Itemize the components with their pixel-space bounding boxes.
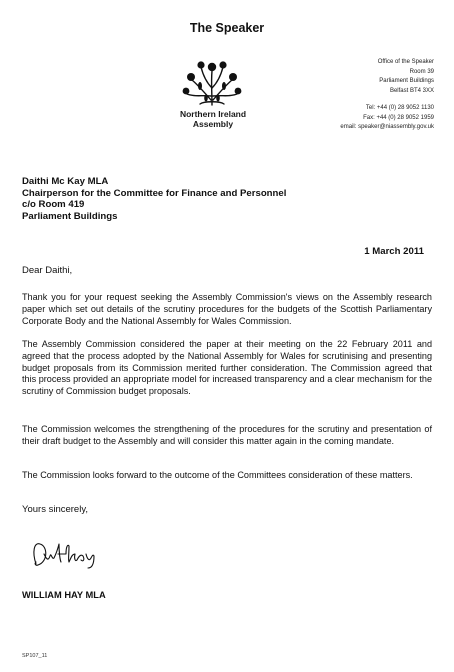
office-address xyxy=(378,58,434,96)
office-line: Belfast BT4 3XX xyxy=(389,87,434,94)
fax: Fax: +44 (0) 28 9052 1959 xyxy=(363,114,434,121)
assembly-name-line2: Assembly xyxy=(192,118,234,129)
letter-date: 1 March 2011 xyxy=(364,246,424,257)
document-reference: SP107_11 xyxy=(22,653,48,659)
office-line: Office of the Speaker xyxy=(377,59,434,65)
body-paragraph: Thank you for your request seeking the Assembly Commission's views on the Assembly research paper which set out details of the scrutiny procedures for the budgets of the Scottish Parliamentary Corporate Body and the National Assembly for Wales Commission. xyxy=(22,292,432,326)
assembly-name-line1: Northern Ireland xyxy=(179,109,247,119)
recipient-title: Chairperson for the Committee for Finance and Personnel xyxy=(22,187,287,199)
body-paragraph: The Commission welcomes the strengthening of the procedures for the scrutiny and presentation of their draft budget to the Assembly and will consider this matter again in the coming mandate. xyxy=(22,424,432,446)
recipient-name: Daithi Mc Kay MLA xyxy=(22,176,109,187)
closing: Yours sincerely, xyxy=(22,504,89,515)
body-paragraph: The Commission looks forward to the outcome of the Committees consideration of these matters. xyxy=(22,470,413,480)
assembly-name xyxy=(172,110,254,129)
telephone: Tel: +44 (0) 28 9052 1130 xyxy=(365,105,434,111)
signatory-name: WILLIAM HAY MLA xyxy=(22,590,106,600)
contact-details xyxy=(340,104,434,133)
assembly-flax-logo xyxy=(180,58,244,108)
salutation: Dear Daithi, xyxy=(22,265,73,276)
letterhead-title: The Speaker xyxy=(189,21,265,35)
office-line: Parliament Buildings xyxy=(379,78,434,85)
recipient-room: c/o Room 419 xyxy=(22,199,85,211)
email: email: speaker@niassembly.gov.uk xyxy=(340,124,434,131)
handwritten-signature xyxy=(28,536,108,570)
recipient-address xyxy=(22,176,286,222)
body-paragraph: The Assembly Commission considered the paper at their meeting on the 22 February 2011 and agreed that the process adopted by the National Assembly for Wales for scrutinising and presenting budget proposals from its Commission merited further consideration. The Commission agreed that this process provided an appropriate model for increased transparency and a clear mechanism for the scrutiny of Commission budget proposals. xyxy=(22,339,432,397)
office-line: Room 39 xyxy=(409,68,434,75)
recipient-building: Parliament Buildings xyxy=(22,210,118,222)
